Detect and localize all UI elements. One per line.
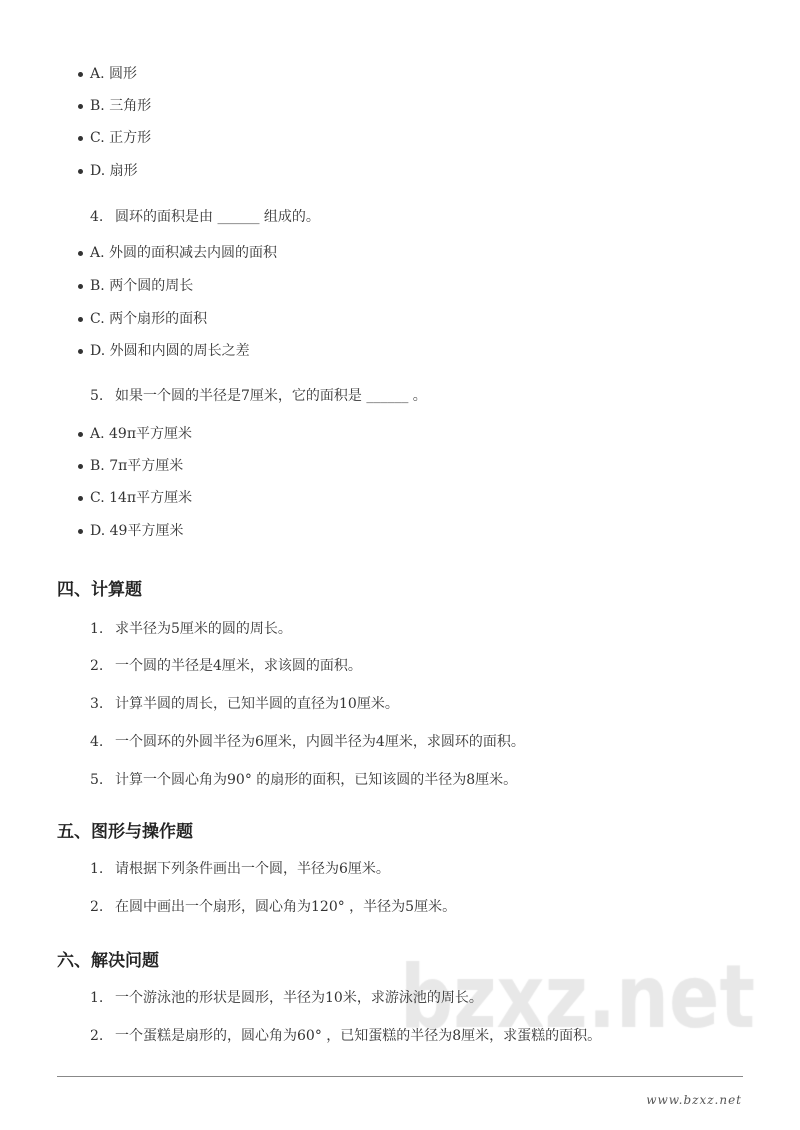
option-text: C. 两个扇形的面积 [90,311,208,327]
option-item [0,129,800,147]
watermark [400,950,760,1070]
bullet-icon [78,496,83,501]
question-number: 1. [90,990,104,1006]
question-number: 1. [90,621,104,637]
question-item [0,860,800,878]
option-text: C. 14π平方厘米 [90,490,193,506]
bullet-icon [78,317,83,322]
question-number: 2. [90,899,104,915]
section-heading: 五、图形与操作题 [57,822,193,842]
option-item [0,342,800,360]
bullet-icon [78,72,83,77]
option-item [0,522,800,540]
option-item [0,489,800,507]
bullet-icon [78,529,83,534]
question-number: 2. [90,658,104,674]
option-item [0,425,800,443]
question-item [0,771,800,789]
footer-divider [57,1076,743,1077]
question-text: 一个蛋糕是扇形的，圆心角为60° ，已知蛋糕的半径为8厘米，求蛋糕的面积。 [115,1028,602,1044]
question-item [0,733,800,751]
question-number: 2. [90,1028,104,1044]
question-number: 4. [90,209,104,225]
question-text: 计算半圆的周长，已知半圆的直径为10厘米。 [115,696,399,712]
question-item [0,208,800,226]
option-item [0,310,800,328]
option-item [0,277,800,295]
option-item [0,244,800,262]
option-text: B. 两个圆的周长 [90,278,194,294]
question-item [0,620,800,638]
bullet-icon [78,104,83,109]
question-text: 一个游泳池的形状是圆形，半径为10米，求游泳池的周长。 [115,990,483,1006]
option-text: A. 49π平方厘米 [90,426,193,442]
question-text: 一个圆的半径是4厘米，求该圆的面积。 [115,658,362,674]
question-item [0,387,800,405]
question-item [0,989,800,1007]
bullet-icon [78,169,83,174]
bullet-icon [78,464,83,469]
question-text: 如果一个圆的半径是7厘米，它的面积是 ______ 。 [115,388,427,404]
option-text: B. 7π平方厘米 [90,458,184,474]
question-item [0,898,800,916]
question-text: 在圆中画出一个扇形，圆心角为120° ，半径为5厘米。 [115,899,457,915]
option-text: C. 正方形 [90,130,152,146]
question-number: 1. [90,861,104,877]
option-text: D. 扇形 [90,163,138,179]
question-item [0,657,800,675]
option-item [0,457,800,475]
footer-url: www.bzxz.net [646,1093,742,1107]
bullet-icon [78,284,83,289]
option-item [0,65,800,83]
question-text: 求半径为5厘米的圆的周长。 [115,621,292,637]
section-heading: 六、解决问题 [57,951,159,971]
option-text: D. 49平方厘米 [90,523,184,539]
question-text: 计算一个圆心角为90° 的扇形的面积，已知该圆的半径为8厘米。 [115,772,518,788]
bullet-icon [78,432,83,437]
option-text: B. 三角形 [90,98,152,114]
option-text: D. 外圆和内圆的周长之差 [90,343,250,359]
question-text: 请根据下列条件画出一个圆，半径为6厘米。 [115,861,390,877]
question-item [0,695,800,713]
section-heading: 四、计算题 [57,580,142,600]
question-item [0,1027,800,1045]
bullet-icon [78,136,83,141]
option-item [0,97,800,115]
option-item [0,162,800,180]
option-text: A. 圆形 [90,66,138,82]
bullet-icon [78,251,83,256]
question-number: 3. [90,696,104,712]
question-text: 圆环的面积是由 ______ 组成的。 [115,209,320,225]
question-number: 4. [90,734,104,750]
bullet-icon [78,349,83,354]
question-text: 一个圆环的外圆半径为6厘米，内圆半径为4厘米，求圆环的面积。 [115,734,525,750]
question-number: 5. [90,772,104,788]
question-number: 5. [90,388,104,404]
option-text: A. 外圆的面积减去内圆的面积 [90,245,278,261]
